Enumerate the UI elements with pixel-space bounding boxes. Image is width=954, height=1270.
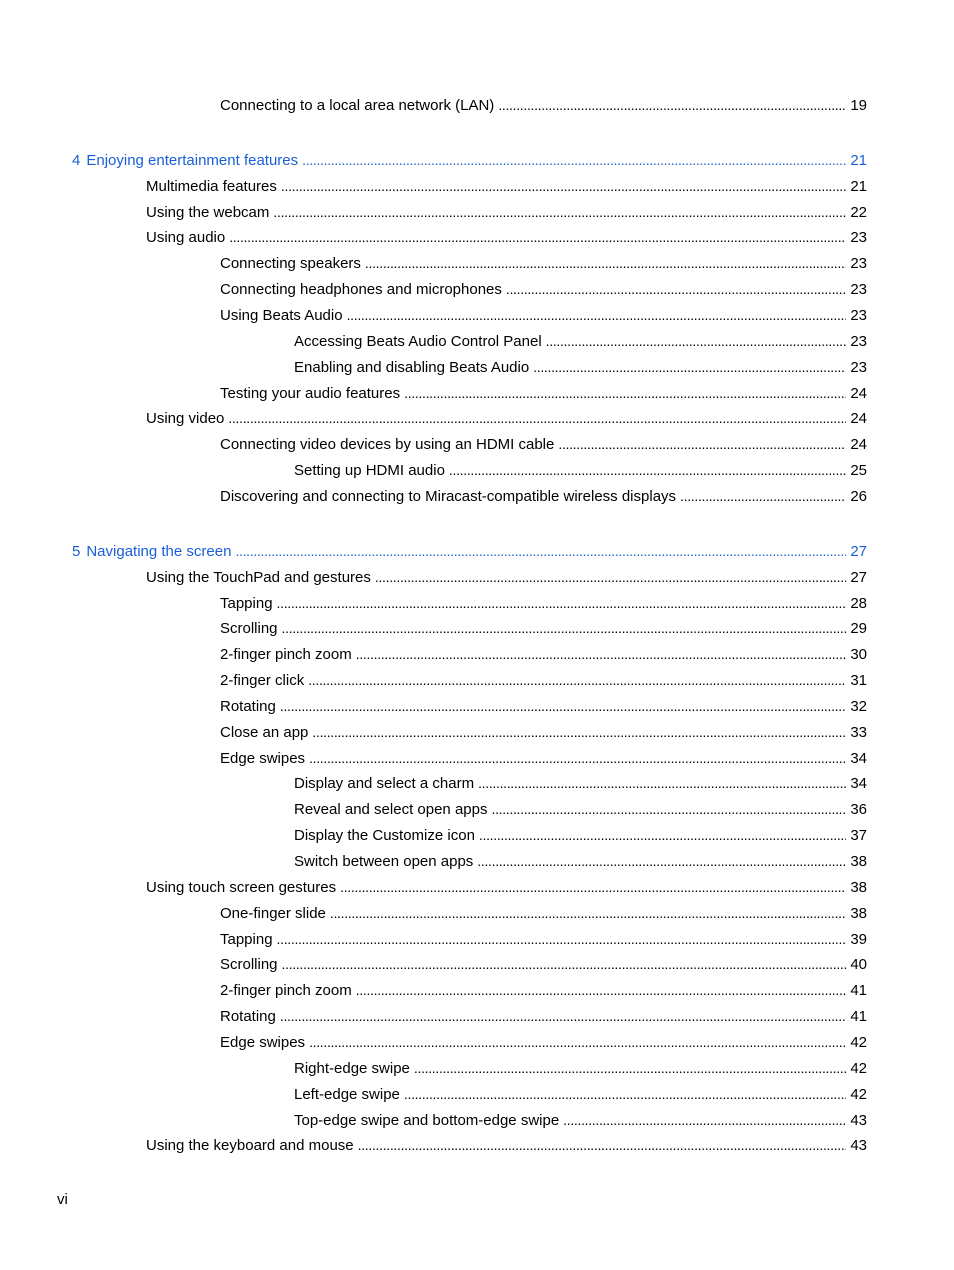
toc-entry[interactable] bbox=[220, 434, 867, 454]
toc-entry-page: 38 bbox=[850, 904, 867, 922]
dot-leader bbox=[273, 202, 846, 222]
toc-entry[interactable] bbox=[220, 748, 867, 768]
toc-entry-page: 23 bbox=[850, 306, 867, 324]
dot-leader bbox=[449, 460, 846, 480]
toc-entry-title: Rotating bbox=[220, 1008, 276, 1026]
toc-entry-page: 27 bbox=[850, 568, 867, 586]
dot-leader bbox=[340, 877, 846, 897]
dot-leader bbox=[478, 773, 846, 793]
toc-entry[interactable] bbox=[220, 95, 867, 115]
toc-entry-page: 21 bbox=[850, 151, 867, 169]
dot-leader bbox=[479, 825, 846, 845]
toc-entry-title: Setting up HDMI audio bbox=[294, 462, 445, 480]
dot-leader bbox=[356, 644, 847, 664]
toc-entry-title: Using the keyboard and mouse bbox=[146, 1137, 354, 1155]
dot-leader bbox=[506, 279, 846, 299]
dot-leader bbox=[280, 1006, 846, 1026]
dot-leader bbox=[312, 722, 846, 742]
dot-leader bbox=[330, 903, 846, 923]
dot-leader bbox=[356, 980, 847, 1000]
toc-entry-page: 31 bbox=[850, 672, 867, 689]
toc-entry-title: Enabling and disabling Beats Audio bbox=[294, 358, 530, 376]
toc-entry-page: 42 bbox=[850, 1033, 867, 1051]
toc-entry-page: 38 bbox=[850, 853, 867, 870]
toc-entry-page: 23 bbox=[850, 255, 867, 273]
toc-entry-title: Connecting to a local area network (LAN) bbox=[220, 97, 495, 114]
page-number: vi bbox=[57, 1191, 68, 1208]
toc-entry-title: Display and select a charm bbox=[294, 775, 475, 793]
toc-entry[interactable] bbox=[146, 408, 867, 428]
toc-entry-title: Using touch screen gestures bbox=[146, 878, 337, 896]
toc-entry-title: Tapping bbox=[220, 930, 273, 948]
dot-leader bbox=[229, 227, 846, 247]
toc-entry-page: 43 bbox=[850, 1111, 867, 1129]
toc-entry-title: Edge swipes bbox=[220, 749, 306, 767]
toc-entry[interactable] bbox=[294, 1084, 867, 1104]
dot-leader bbox=[404, 383, 846, 403]
toc-entry-page: 38 bbox=[850, 878, 867, 896]
toc-entry[interactable] bbox=[294, 460, 867, 480]
toc-chapter-entry[interactable] bbox=[72, 150, 867, 170]
toc-entry-page: 42 bbox=[850, 1085, 867, 1103]
dot-leader bbox=[491, 799, 846, 819]
dot-leader bbox=[533, 357, 846, 377]
toc-entry-title: Edge swipes bbox=[220, 1033, 306, 1051]
toc-entry-title: Testing your audio features bbox=[220, 384, 401, 402]
dot-leader bbox=[309, 1032, 846, 1052]
toc-entry-page: 29 bbox=[850, 620, 867, 638]
toc-entry-title: Discovering and connecting to Miracast-compatible wireless displays bbox=[220, 487, 677, 505]
dot-leader bbox=[282, 618, 847, 638]
toc-entry-title: Connecting video devices by using an HDMI cable bbox=[220, 436, 555, 454]
toc-entry-page: 24 bbox=[850, 410, 867, 428]
toc-entry-page: 40 bbox=[850, 956, 867, 974]
toc-entry[interactable] bbox=[294, 825, 867, 845]
toc-entry[interactable] bbox=[220, 696, 867, 716]
toc-entry[interactable] bbox=[220, 929, 867, 949]
toc-entry-page: 23 bbox=[850, 332, 867, 350]
dot-leader bbox=[375, 567, 846, 587]
chapter-number: 5 bbox=[72, 542, 81, 560]
toc-entry-page: 33 bbox=[850, 723, 867, 741]
toc-entry-title: Rotating bbox=[220, 697, 276, 715]
dot-leader bbox=[280, 696, 846, 716]
toc-entry-title: Left-edge swipe bbox=[294, 1085, 400, 1103]
toc-entry[interactable] bbox=[220, 279, 867, 299]
toc-entry-title: Using Beats Audio bbox=[220, 306, 343, 324]
toc-entry-page: 25 bbox=[850, 462, 867, 480]
chapter-title: Enjoying entertainment features bbox=[86, 151, 299, 169]
toc-entry-title: Using audio bbox=[146, 229, 226, 247]
toc-entry-title: Connecting speakers bbox=[220, 255, 361, 273]
toc-entry-title: Display the Customize icon bbox=[294, 827, 475, 845]
toc-entry[interactable] bbox=[220, 486, 867, 506]
toc-entry[interactable] bbox=[220, 954, 867, 974]
toc-entry-page: 34 bbox=[850, 749, 867, 767]
dot-leader bbox=[347, 305, 847, 325]
chapter-title: Navigating the screen bbox=[86, 542, 232, 560]
toc-entry[interactable] bbox=[146, 1135, 867, 1155]
toc-entry[interactable] bbox=[220, 1006, 867, 1026]
toc-entry-page: 24 bbox=[850, 384, 867, 402]
toc-entry[interactable] bbox=[220, 903, 867, 923]
toc-entry-page: 27 bbox=[850, 542, 867, 560]
toc-entry-title: Using video bbox=[146, 410, 225, 428]
toc-entry[interactable] bbox=[146, 202, 867, 222]
toc-entry[interactable] bbox=[220, 593, 867, 613]
toc-entry[interactable] bbox=[220, 253, 867, 273]
toc-entry-title: Tapping bbox=[220, 594, 273, 612]
toc-entry-page: 22 bbox=[850, 203, 867, 221]
toc-entry-title: Using the TouchPad and gestures bbox=[146, 568, 371, 586]
toc-entry-title: 2-finger pinch zoom bbox=[220, 982, 352, 1000]
toc-entry[interactable] bbox=[294, 1110, 867, 1130]
dot-leader bbox=[404, 1084, 846, 1104]
toc-entry[interactable] bbox=[220, 383, 867, 403]
toc-entry[interactable] bbox=[146, 227, 867, 247]
toc-entry[interactable] bbox=[220, 722, 867, 742]
dot-leader bbox=[228, 408, 846, 428]
dot-leader bbox=[563, 1110, 846, 1130]
toc-entry-title: Scrolling bbox=[220, 620, 278, 638]
toc-chapter-entry[interactable] bbox=[72, 541, 867, 561]
toc-entry[interactable] bbox=[294, 331, 867, 351]
toc-entry-page: 41 bbox=[850, 982, 867, 1000]
toc-entry-title bbox=[72, 542, 235, 561]
dot-leader bbox=[498, 95, 846, 115]
toc-entry-title: One-finger slide bbox=[220, 904, 326, 922]
toc-entry-title: 2-finger click bbox=[220, 672, 305, 689]
toc-entry[interactable] bbox=[294, 773, 867, 793]
toc-entry[interactable] bbox=[294, 357, 867, 377]
dot-leader bbox=[309, 748, 846, 768]
toc-entry-page: 23 bbox=[850, 229, 867, 247]
dot-leader bbox=[277, 593, 847, 613]
toc-entry-page: 34 bbox=[850, 775, 867, 793]
toc-entry-page: 23 bbox=[850, 358, 867, 376]
toc-entry-page: 39 bbox=[850, 930, 867, 948]
toc-entry-title: Scrolling bbox=[220, 956, 278, 974]
toc-entry-title: Multimedia features bbox=[146, 177, 277, 195]
toc-entry[interactable] bbox=[146, 176, 867, 196]
toc-entry-title: 2-finger pinch zoom bbox=[220, 646, 352, 664]
toc-entry-title: Reveal and select open apps bbox=[294, 801, 488, 819]
toc-entry-title: Right-edge swipe bbox=[294, 1059, 410, 1077]
toc-entry[interactable] bbox=[146, 877, 867, 897]
toc-entry-page: 36 bbox=[850, 801, 867, 819]
toc-entry-page: 41 bbox=[850, 1008, 867, 1026]
toc-entry-page: 43 bbox=[850, 1137, 867, 1155]
toc-entry-title: Top-edge swipe and bottom-edge swipe bbox=[294, 1111, 560, 1129]
dot-leader bbox=[558, 434, 846, 454]
toc-entry[interactable] bbox=[294, 799, 867, 819]
toc-entry-title: Accessing Beats Audio Control Panel bbox=[294, 332, 542, 350]
toc-entry-page: 24 bbox=[850, 436, 867, 454]
toc-entry-title: Switch between open apps bbox=[294, 853, 474, 870]
toc-entry-page: 37 bbox=[850, 827, 867, 845]
toc-entry-page: 42 bbox=[850, 1059, 867, 1077]
toc-entry-page: 23 bbox=[850, 281, 867, 299]
toc-entry[interactable] bbox=[220, 1032, 867, 1052]
toc-entry[interactable] bbox=[146, 567, 867, 587]
toc-entry-title bbox=[72, 151, 302, 170]
toc-entry-page: 21 bbox=[850, 177, 867, 195]
toc-entry[interactable] bbox=[220, 305, 867, 325]
toc-entry[interactable] bbox=[220, 980, 867, 1000]
toc-entry[interactable] bbox=[220, 618, 867, 638]
dot-leader bbox=[281, 176, 846, 196]
toc-entry-page: 30 bbox=[850, 646, 867, 664]
toc-entry[interactable] bbox=[220, 670, 867, 690]
dot-leader bbox=[365, 253, 846, 273]
toc-entry-page: 19 bbox=[850, 97, 867, 114]
dot-leader bbox=[477, 851, 846, 871]
dot-leader bbox=[680, 486, 846, 506]
toc-entry[interactable] bbox=[220, 644, 867, 664]
dot-leader bbox=[277, 929, 847, 949]
toc-entry-title: Close an app bbox=[220, 723, 309, 741]
toc-entry-page: 28 bbox=[850, 594, 867, 612]
dot-leader bbox=[282, 954, 847, 974]
dot-leader bbox=[308, 670, 846, 690]
toc-entry[interactable] bbox=[294, 1058, 867, 1078]
toc-entry-title: Using the webcam bbox=[146, 203, 270, 221]
toc-entry-title: Connecting headphones and microphones bbox=[220, 281, 502, 299]
toc-entry-page: 26 bbox=[850, 487, 867, 505]
dot-leader bbox=[546, 331, 847, 351]
dot-leader bbox=[302, 150, 846, 170]
chapter-number: 4 bbox=[72, 151, 81, 169]
dot-leader bbox=[414, 1058, 846, 1078]
toc-entry-page: 32 bbox=[850, 697, 867, 715]
dot-leader bbox=[358, 1135, 847, 1155]
toc-entry[interactable] bbox=[294, 851, 867, 871]
dot-leader bbox=[235, 541, 846, 561]
